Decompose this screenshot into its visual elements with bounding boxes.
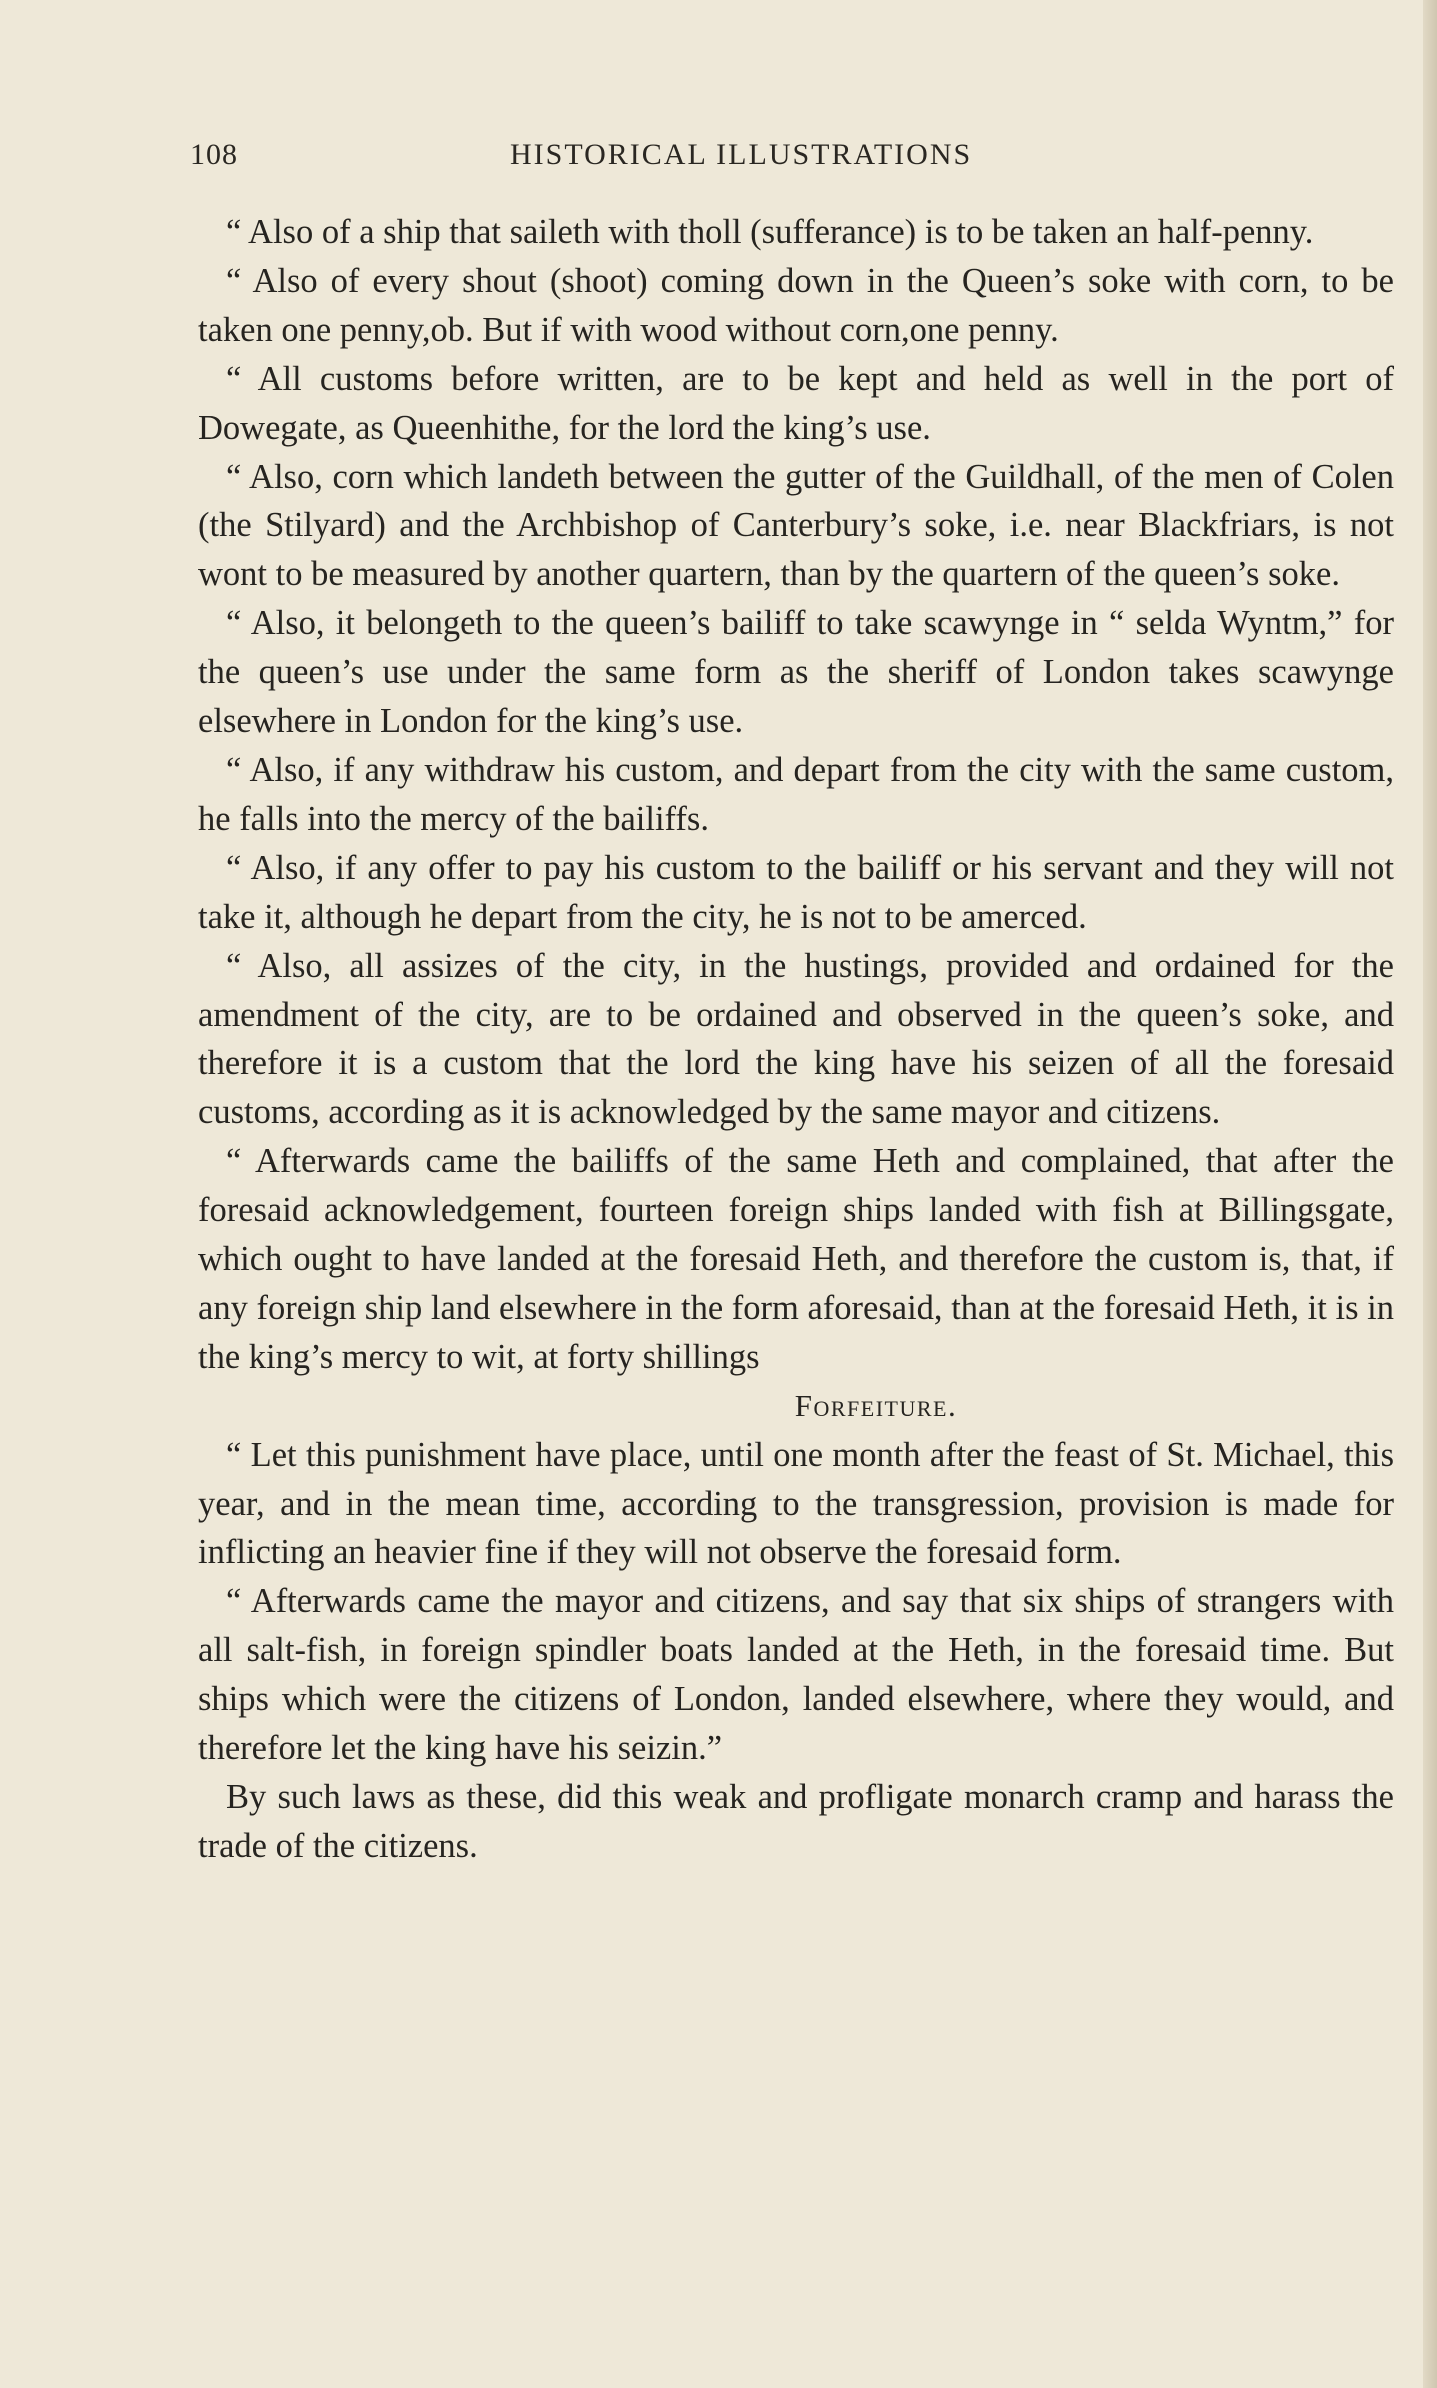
section-heading: Forfeiture.: [794, 1387, 958, 1423]
paragraph: By such laws as these, did this weak and profligate monarch cramp and harass the trade of the citizens.: [198, 1778, 1394, 1865]
page-edge: [1423, 0, 1437, 2388]
paragraph: “ Afterwards came the bailiffs of the same Heth and complained, that after the foresaid acknowledgement, fourteen foreign ships landed with fish at Billingsgate, which ought to have landed at the foresaid Heth, and therefore the custom is, that, if any foreign ship land elsewhere in the form aforesaid, than at the foresaid Heth, it is in the king’s mercy to wit, at forty shillings: [198, 1142, 1394, 1376]
paragraph: “ Let this punishment have place, until one month after the feast of St. Michael, this year, and in the mean time, according to the transgression, provision is made for inflicting an heavier fine if they will not observe the foresaid form.: [198, 1435, 1394, 1572]
paragraph: “ Also, it belongeth to the queen’s bailiff to take scawynge in “ selda Wyntm,” for the queen’s use under the same form as the sheriff of London takes scawynge elsewhere in London for the king’s use.: [198, 604, 1394, 741]
page-number: 108: [190, 138, 238, 171]
paragraph: “ All customs before written, are to be kept and held as well in the port of Dowegate, as Queenhithe, for the lord the king’s use.: [198, 359, 1394, 447]
paragraph: “ Also of a ship that saileth with tholl (sufferance) is to be taken an half-penny.: [226, 213, 1314, 251]
paragraph: “ Also, all assizes of the city, in the hustings, provided and ordained for the amendment of the city, are to be ordained and observed in the queen’s soke, and therefore it is a custom that the lord the king have his seizen of all the foresaid customs, according as it is acknowledged by the same mayor and citizens.: [198, 946, 1394, 1132]
page-header: [190, 138, 1240, 182]
running-title: HISTORICAL ILLUSTRATIONS: [510, 138, 973, 171]
paragraph: “ Also, corn which landeth between the gutter of the Guildhall, of the men of Colen (the Stilyard) and the Archbishop of Canterbury’s soke, i.e. near Blackfriars, is not wont to be measured by another quartern, than by the quartern of the queen’s soke.: [198, 457, 1394, 594]
body-text: [198, 208, 1394, 1871]
paragraph: “ Also of every shout (shoot) coming down in the Queen’s soke with corn, to be taken one penny,ob. But if with wood without corn,one penny.: [198, 261, 1394, 349]
paragraph: “ Also, if any withdraw his custom, and depart from the city with the same custom, he falls into the mercy of the bailiffs.: [198, 750, 1394, 838]
paragraph: “ Also, if any offer to pay his custom to the bailiff or his servant and they will not take it, although he depart from the city, he is not to be amerced.: [198, 848, 1394, 936]
paragraph: “ Afterwards came the mayor and citizens, and say that six ships of strangers with all salt-fish, in foreign spindler boats landed at the Heth, in the foresaid time. But ships which were the citizens of London, landed elsewhere, where they would, and therefore let the king have his seizin.”: [198, 1582, 1394, 1768]
